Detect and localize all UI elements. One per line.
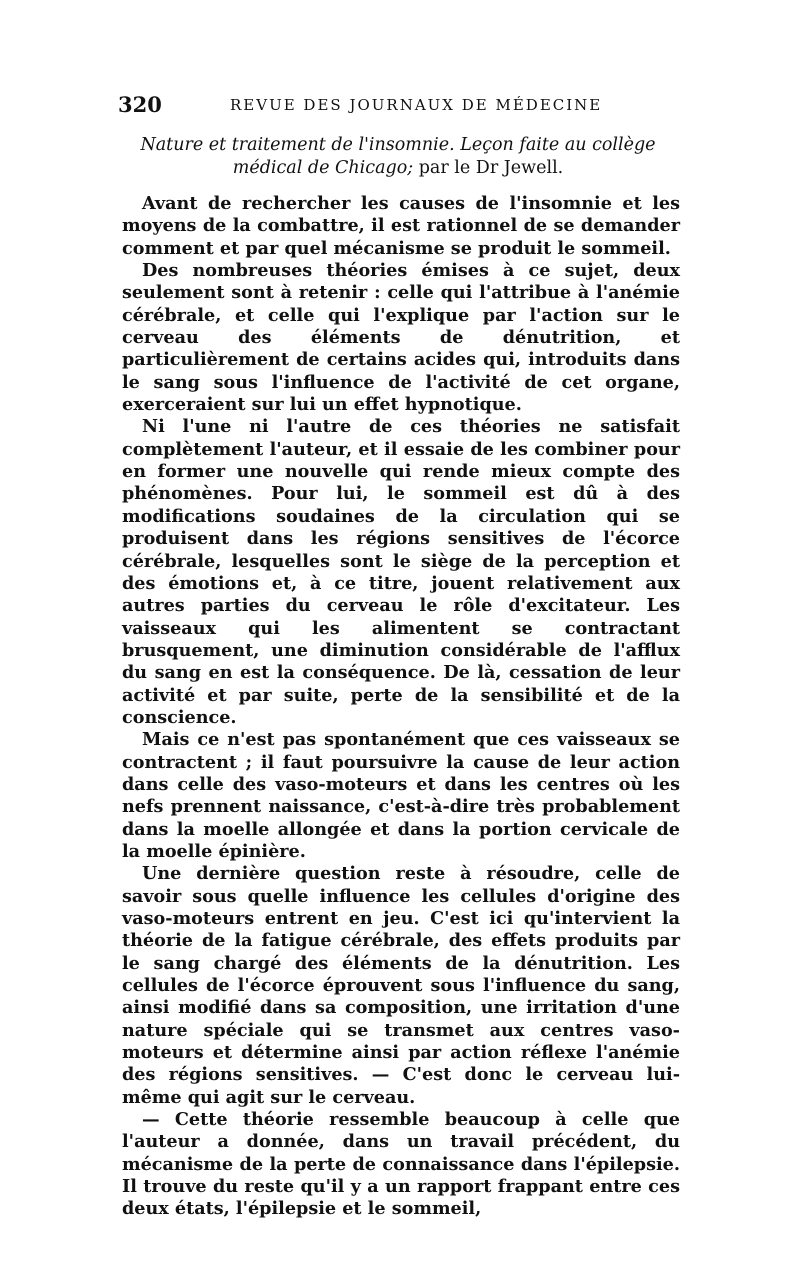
paragraph: Ni l'une ni l'autre de ces théories ne satisfait complètement l'auteur, et il essaie de les combiner pour en former une nouvelle qui rende mieux compte des phénomènes. Pour lui, le sommeil est dû à des modifications soudaines de la circulation qui se produisent dans les régions sensitives de l'écorce cérébrale, lesquelles sont le siège de la perception et des émotions et, à ce titre, jouent relativement aux autres parties du cerveau le rôle d'excitateur. Les vaisseaux qui les alimentent se contractant brusquement, une diminution considérable de l'afflux du sang en est la conséquence. De là, cessation de leur activité et par suite, perte de la sensibilité et de la conscience. — [122, 416, 680, 728]
page-number: 320 — [118, 92, 162, 117]
paragraph: Mais ce n'est pas spontanément que ces vaisseaux se contractent ; il faut poursuivre la cause de leur action dans celle des vaso-moteurs et dans les centres où les nefs prennent naissance, c'est-à-dire très probablement dans la moelle allongée et dans la portion cervicale de la moelle épinière. — [122, 729, 680, 862]
article-title-text: Nature et traitement de l'insomnie. Leçon faite au collège médical de Chicago; — [140, 135, 656, 178]
article-body — [122, 193, 680, 1221]
paragraph: — Cette théorie ressemble beaucoup à celle que l'auteur a donnée, dans un travail précédent, du mécanisme de la perte de connaissance dans l'épilepsie. Il trouve du reste qu'il y a un rapport frappant entre ces deux états, l'épilepsie et le sommeil, — [122, 1109, 680, 1220]
paragraph: Des nombreuses théories émises à ce sujet, deux seulement sont à retenir : celle qui l'attribue à l'anémie cérébrale, et celle qui l'explique par l'action sur le cerveau des éléments de dénutrition, et particulièrement de certains acides qui, introduits dans le sang sous l'influence de l'activité de cet organe, exerceraient sur lui un effet hypnotique. — [122, 260, 680, 416]
paragraph: Une dernière question reste à résoudre, celle de savoir sous quelle influence les cellules d'origine des vaso-moteurs entrent en jeu. C'est ici qu'intervient la théorie de la fatigue cérébrale, des effets produits par le sang chargé des éléments de la dénutrition. Les cellules de l'écorce éprouvent sous l'influence du sang, ainsi modifié dans sa composition, une irritation d'une nature spéciale qui se transmet aux centres vaso-moteurs et détermine ainsi par action réflexe l'anémie des régions sensitives. — C'est donc le cerveau lui-même qui agit sur le cerveau. — [122, 863, 680, 1108]
paragraph: Avant de rechercher les causes de l'insomnie et les moyens de la combattre, il est rationnel de se demander comment et par quel mécanisme se produit le sommeil. — [122, 193, 680, 259]
running-head: REVUE DES JOURNAUX DE MÉDECINE — [230, 96, 603, 114]
article-author: par le Dr Jewell. — [413, 158, 564, 178]
article-title — [118, 134, 678, 180]
page-header — [118, 92, 678, 116]
